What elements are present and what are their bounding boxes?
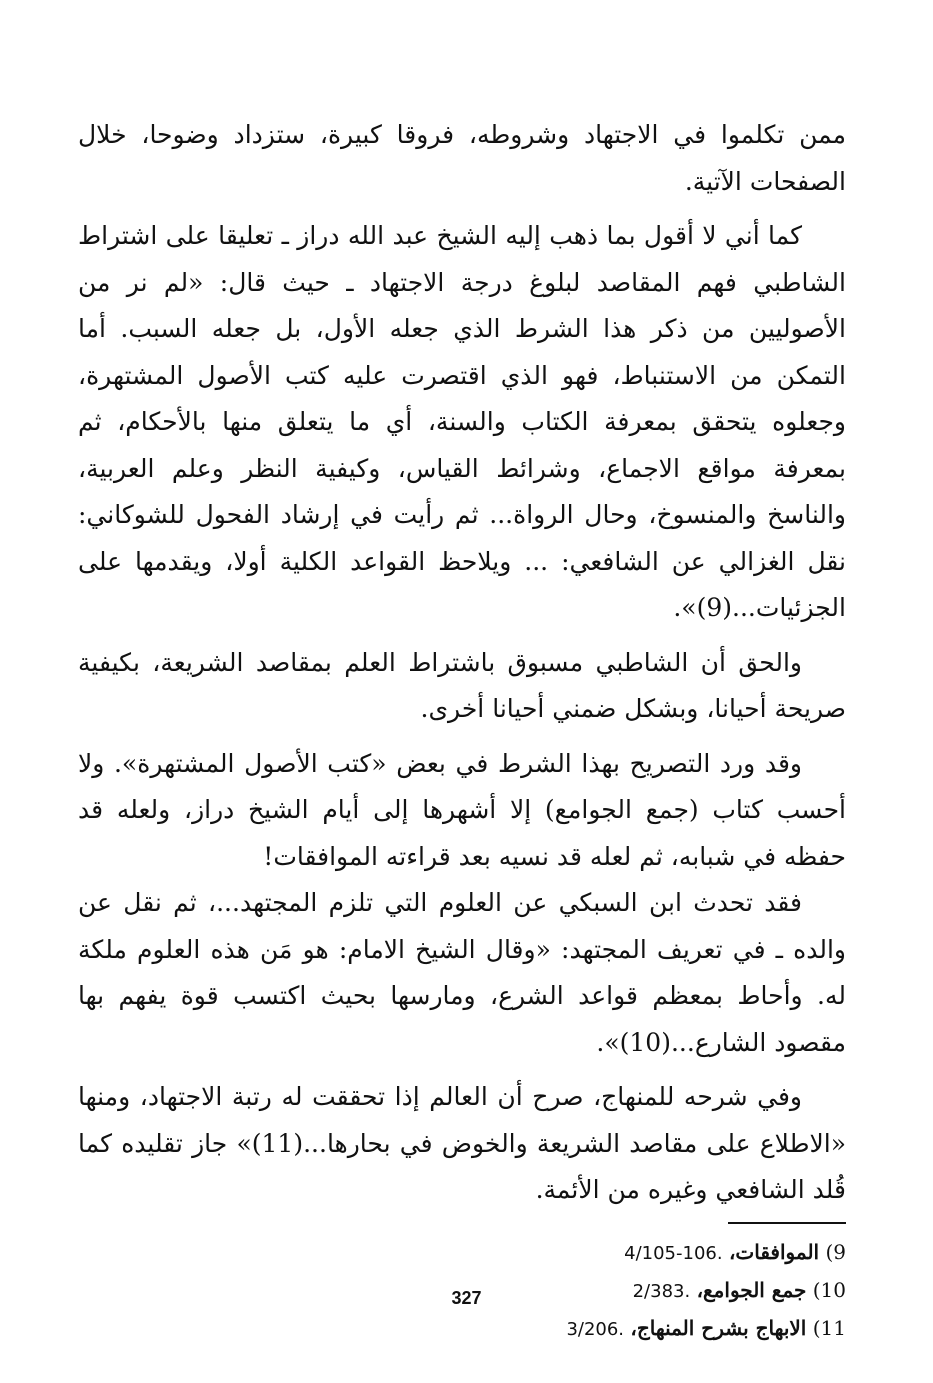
footnote-divider xyxy=(728,1222,846,1224)
paragraph-minhaj-commentary: وفي شرحه للمنهاج، صرح أن العالم إذا تحققت له رتبة الاجتهاد، ومنها «الاطلاع على مقاصد الشريعة والخوض في بحارها...(11)» جاز تقليده كما قُلد الشافعي وغيره من الأئمة. xyxy=(78,1082,846,1204)
page-number: 327 xyxy=(451,1288,482,1308)
footnote-title: الموافقات، xyxy=(728,1239,820,1264)
footnote-9 xyxy=(78,1234,846,1272)
footnote-ref: 2/383. xyxy=(632,1280,691,1302)
footnote-number: 10) xyxy=(812,1277,846,1302)
footnote-11 xyxy=(78,1310,846,1348)
paragraph-ibn-subki: فقد تحدث ابن السبكي عن العلوم التي تلزم المجتهد...، ثم نقل عن والده ـ في تعريف المجتهد: «وقال الشيخ الامام: هو مَن هذه العلوم ملكة له. وأحاط بمعظم قواعد الشرع، ومارسها بحيث اكتسب قوة يفهم بها مقصود الشارع...(10)». xyxy=(78,888,846,1057)
paragraph-shatibi-preceded: والحق أن الشاطبي مسبوق باشتراط العلم بمقاصد الشريعة، بكيفية صريحة أحيانا، وبشكل ضمني أحيانا أخرى. xyxy=(78,647,846,723)
footnote-ref: 3/206. xyxy=(566,1318,625,1340)
paragraph-jam-al-jawami: وقد ورد التصريح بهذا الشرط في بعض «كتب الأصول المشتهرة». ولا أحسب كتاب (جمع الجوامع) إلا أشهرها إلى أيام الشيخ دراز، ولعله قد حفظه في شبابه، ثم لعله قد نسيه بعد قراءته الموافقات! xyxy=(78,748,846,871)
footnote-ref: 4/105-106. xyxy=(624,1242,723,1264)
footnote-number: 11) xyxy=(812,1315,846,1340)
page-body xyxy=(78,112,846,1348)
footnote-title: جمع الجوامع، xyxy=(696,1277,807,1302)
footnote-title: الابهاج بشرح المنهاج، xyxy=(630,1315,807,1340)
paragraph-draz-quote: كما أني لا أقول بما ذهب إليه الشيخ عبد الله دراز ـ تعليقا على اشتراط الشاطبي فهم المقاصد لبلوغ درجة الاجتهاد ـ حيث قال: «لم نر من الأصوليين من ذكر هذا الشرط الذي جعله الأول، بل جعله السبب. أما التمكن من الاستنباط، فهو الذي اقتصرت عليه كتب الأصول المشتهرة، وجعلوه يتحقق بمعرفة الكتاب والسنة، أي ما يتعلق منها بالأحكام، ثم بمعرفة مواقع الاجماع، وشرائط القياس، وكيفية النظر وعلم العربية، والناسخ والمنسوخ، وحال الرواة... ثم رأيت في إرشاد الفحول للشوكاني: نقل الغزالي عن الشافعي: ... ويلاحظ القواعد الكلية أولا، ويقدمها على الجزئيات...(9)». xyxy=(78,221,846,622)
paragraph-continuation: ممن تكلموا في الاجتهاد وشروطه، فروقا كبيرة، ستزداد وضوحا، خلال الصفحات الآتية. xyxy=(78,120,846,196)
footnote-number: 9) xyxy=(825,1239,846,1264)
